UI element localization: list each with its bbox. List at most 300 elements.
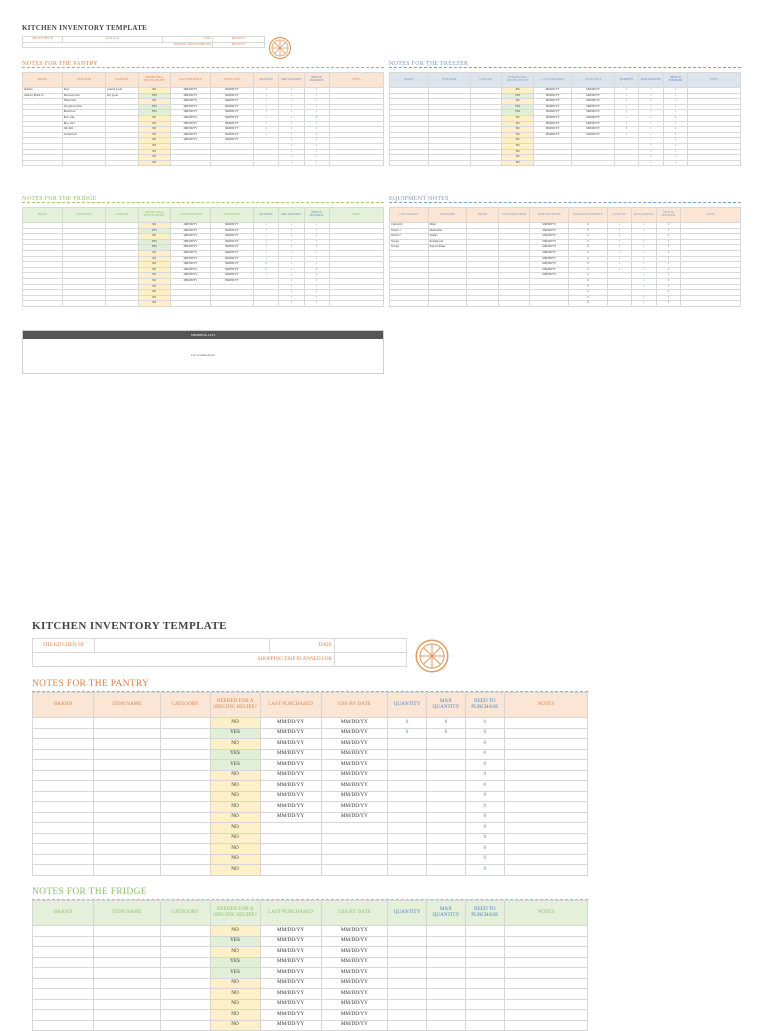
table-cell[interactable]: YES xyxy=(210,749,260,760)
table-cell[interactable]: 0 xyxy=(465,844,504,855)
table-cell[interactable]: YES xyxy=(210,957,260,968)
table-cell[interactable]: 0 xyxy=(254,262,279,268)
table-cell[interactable]: 1 xyxy=(607,267,632,273)
table-cell[interactable] xyxy=(427,854,466,865)
table-cell[interactable]: MM/DD/YY xyxy=(210,245,253,251)
table-cell[interactable] xyxy=(160,791,210,802)
table-cell[interactable]: YES xyxy=(138,110,170,116)
table-cell[interactable]: NO xyxy=(138,88,170,94)
table-cell[interactable]: 0 xyxy=(465,791,504,802)
table-cell[interactable]: MM/DD/YY xyxy=(533,132,572,138)
table-cell[interactable] xyxy=(160,823,210,834)
table-cell[interactable]: MM/DD/YY xyxy=(321,957,388,968)
table-cell[interactable]: MM/DD/YY xyxy=(170,138,210,144)
table-cell[interactable] xyxy=(533,160,572,166)
table-cell[interactable]: MM/DD/YY xyxy=(210,104,253,110)
table-cell[interactable]: 1 xyxy=(639,104,664,110)
table-cell[interactable]: MM/DD/YY xyxy=(321,999,388,1010)
table-cell[interactable]: 1 xyxy=(279,234,304,240)
table-cell[interactable]: NO xyxy=(210,739,260,750)
table-cell[interactable]: 0 xyxy=(656,267,681,273)
table-cell[interactable] xyxy=(33,791,94,802)
table-cell[interactable]: MM/DD/YY xyxy=(321,718,388,729)
table-cell[interactable]: 1 xyxy=(304,234,329,240)
table-cell[interactable]: 0 xyxy=(427,718,466,729)
table-cell[interactable]: MM/DD/YY xyxy=(210,239,253,245)
table-cell[interactable] xyxy=(504,968,587,979)
table-cell[interactable]: 1 xyxy=(254,110,279,116)
table-cell[interactable] xyxy=(427,999,466,1010)
table-cell[interactable]: 1 xyxy=(279,121,304,127)
table-cell[interactable] xyxy=(33,749,94,760)
table-cell[interactable]: NO xyxy=(210,802,260,813)
table-cell[interactable]: 0 xyxy=(656,250,681,256)
table-cell[interactable] xyxy=(427,978,466,989)
table-cell[interactable] xyxy=(465,968,504,979)
table-cell[interactable] xyxy=(388,844,427,855)
table-cell[interactable] xyxy=(329,301,383,307)
table-cell[interactable] xyxy=(94,854,161,865)
table-cell[interactable]: 0 xyxy=(656,295,681,301)
table-cell[interactable]: 0 xyxy=(568,267,607,273)
table-cell[interactable] xyxy=(94,957,161,968)
table-cell[interactable]: MM/DD/YY xyxy=(321,936,388,947)
table-cell[interactable]: MM/DD/YY xyxy=(210,132,253,138)
table-cell[interactable]: 1 xyxy=(614,99,639,105)
table-cell[interactable]: 1 xyxy=(279,155,304,161)
table-cell[interactable] xyxy=(33,718,94,729)
table-cell[interactable]: 1 xyxy=(254,88,279,94)
table-cell[interactable]: 1 xyxy=(663,88,688,94)
table-cell[interactable]: MM/DD/YY xyxy=(260,999,321,1010)
trip-value[interactable]: MM/DD/YY xyxy=(213,42,265,48)
table-cell[interactable] xyxy=(33,823,94,834)
table-cell[interactable]: 0 xyxy=(465,823,504,834)
table-cell[interactable] xyxy=(388,739,427,750)
table-cell[interactable] xyxy=(427,936,466,947)
table-cell[interactable] xyxy=(388,865,427,876)
table-cell[interactable] xyxy=(94,770,161,781)
table-cell[interactable]: MM/DD/YY xyxy=(170,228,210,234)
table-cell[interactable]: NO xyxy=(210,999,260,1010)
table-cell[interactable] xyxy=(504,936,587,947)
table-cell[interactable] xyxy=(33,926,94,937)
table-cell[interactable]: Industry xyxy=(23,88,63,94)
table-cell[interactable]: MM/DD/YY xyxy=(530,250,569,256)
table-cell[interactable]: 0 xyxy=(388,718,427,729)
table-cell[interactable]: NO xyxy=(138,301,170,307)
table-cell[interactable]: MM/DD/YY xyxy=(170,127,210,133)
table-cell[interactable]: Mixer xyxy=(428,223,467,229)
table-cell[interactable] xyxy=(94,802,161,813)
table-cell[interactable] xyxy=(23,160,63,166)
table-cell[interactable]: 0 xyxy=(254,127,279,133)
table-cell[interactable]: Wheat flour xyxy=(62,99,105,105)
table-cell[interactable] xyxy=(388,1010,427,1021)
table-cell[interactable] xyxy=(465,978,504,989)
table-cell[interactable] xyxy=(388,978,427,989)
table-cell[interactable]: 1 xyxy=(663,104,688,110)
table-cell[interactable]: MM/DD/YY xyxy=(321,978,388,989)
table-cell[interactable] xyxy=(465,936,504,947)
table-cell[interactable] xyxy=(94,1020,161,1031)
table-cell[interactable]: NO xyxy=(138,127,170,133)
table-cell[interactable]: 1 xyxy=(632,301,657,307)
table-cell[interactable]: 1 xyxy=(663,99,688,105)
table-cell[interactable]: 1 xyxy=(304,127,329,133)
table-cell[interactable]: Roasting pan xyxy=(428,239,467,245)
table-cell[interactable] xyxy=(427,989,466,1000)
table-cell[interactable]: 0 xyxy=(388,728,427,739)
table-cell[interactable] xyxy=(388,770,427,781)
table-cell[interactable] xyxy=(33,854,94,865)
table-cell[interactable]: NO xyxy=(210,865,260,876)
table-cell[interactable] xyxy=(33,760,94,771)
table-cell[interactable] xyxy=(388,749,427,760)
table-cell[interactable]: All-purpose flour xyxy=(62,104,105,110)
table-cell[interactable] xyxy=(427,1020,466,1031)
table-cell[interactable]: 0 xyxy=(568,273,607,279)
table-cell[interactable]: 1 xyxy=(279,228,304,234)
table-cell[interactable]: 1 xyxy=(304,223,329,229)
table-cell[interactable]: MM/DD/YY xyxy=(321,812,388,823)
table-cell[interactable]: 1 xyxy=(632,245,657,251)
table-cell[interactable]: MM/DD/YY xyxy=(210,127,253,133)
table-cell[interactable]: 0 xyxy=(656,223,681,229)
table-cell[interactable] xyxy=(388,957,427,968)
table-cell[interactable]: NO xyxy=(210,978,260,989)
table-cell[interactable] xyxy=(681,301,741,307)
table-cell[interactable]: 1 xyxy=(614,115,639,121)
table-cell[interactable]: MM/DD/YY xyxy=(533,110,572,116)
table-cell[interactable]: MM/DD/YY xyxy=(170,121,210,127)
table-cell[interactable]: 1 xyxy=(639,149,664,155)
table-cell[interactable] xyxy=(688,160,741,166)
table-cell[interactable]: MM/DD/YY xyxy=(260,718,321,729)
table-cell[interactable] xyxy=(504,718,587,729)
table-cell[interactable]: Drawer 2 xyxy=(390,234,429,240)
table-cell[interactable] xyxy=(504,947,587,958)
table-cell[interactable] xyxy=(210,301,253,307)
table-cell[interactable]: NO xyxy=(210,1020,260,1031)
table-cell[interactable]: MM/DD/YY xyxy=(260,957,321,968)
table-cell[interactable]: 1 xyxy=(254,256,279,262)
table-cell[interactable] xyxy=(160,718,210,729)
table-cell[interactable]: 0 xyxy=(568,290,607,296)
table-cell[interactable]: MM/DD/YY xyxy=(260,791,321,802)
table-cell[interactable]: NO xyxy=(502,149,534,155)
table-cell[interactable]: 1 xyxy=(632,295,657,301)
table-cell[interactable] xyxy=(160,968,210,979)
table-cell[interactable] xyxy=(160,926,210,937)
table-cell[interactable]: 1 xyxy=(279,278,304,284)
table-cell[interactable] xyxy=(504,760,587,771)
table-cell[interactable] xyxy=(388,968,427,979)
table-cell[interactable]: MM/DD/YY xyxy=(170,245,210,251)
table-cell[interactable]: MM/DD/YY xyxy=(210,110,253,116)
table-cell[interactable]: MM/DD/YY xyxy=(260,936,321,947)
table-cell[interactable]: MM/DD/YY xyxy=(260,989,321,1000)
table-cell[interactable] xyxy=(160,833,210,844)
table-cell[interactable]: 1 xyxy=(632,239,657,245)
table-cell[interactable]: MM/DD/YY xyxy=(321,947,388,958)
table-cell[interactable]: MM/DD/YY xyxy=(210,121,253,127)
table-cell[interactable]: 0 xyxy=(656,301,681,307)
table-cell[interactable] xyxy=(94,999,161,1010)
table-cell[interactable] xyxy=(504,926,587,937)
table-cell[interactable] xyxy=(329,160,383,166)
table-cell[interactable]: 0 xyxy=(656,234,681,240)
table-cell[interactable]: 1 xyxy=(254,239,279,245)
table-cell[interactable]: NO xyxy=(138,115,170,121)
table-cell[interactable] xyxy=(321,844,388,855)
table-cell[interactable]: MM/DD/YY xyxy=(530,267,569,273)
table-cell[interactable]: 1 xyxy=(639,160,664,166)
table-cell[interactable]: Ground beef xyxy=(62,132,105,138)
table-cell[interactable] xyxy=(465,989,504,1000)
table-cell[interactable]: 1 xyxy=(279,290,304,296)
table-cell[interactable] xyxy=(504,833,587,844)
table-cell[interactable] xyxy=(504,989,587,1000)
table-cell[interactable]: 1 xyxy=(663,149,688,155)
table-cell[interactable] xyxy=(94,1010,161,1021)
table-cell[interactable] xyxy=(62,160,105,166)
table-cell[interactable]: 1 xyxy=(663,121,688,127)
table-cell[interactable] xyxy=(388,802,427,813)
table-cell[interactable]: 0 xyxy=(663,132,688,138)
table-cell[interactable]: 0 xyxy=(465,865,504,876)
table-cell[interactable] xyxy=(465,957,504,968)
date-value-large[interactable] xyxy=(335,639,407,653)
table-cell[interactable]: 1 xyxy=(304,250,329,256)
table-cell[interactable]: MM/DD/YY xyxy=(170,99,210,105)
table-cell[interactable]: MM/DD/YY xyxy=(572,99,614,105)
table-cell[interactable] xyxy=(33,781,94,792)
table-cell[interactable] xyxy=(94,926,161,937)
table-cell[interactable] xyxy=(160,812,210,823)
table-cell[interactable] xyxy=(62,301,105,307)
table-cell[interactable]: MM/DD/YY xyxy=(170,273,210,279)
table-cell[interactable] xyxy=(33,957,94,968)
table-cell[interactable] xyxy=(160,854,210,865)
table-cell[interactable]: MM/DD/YY xyxy=(260,947,321,958)
table-cell[interactable]: NO xyxy=(138,256,170,262)
table-cell[interactable]: MM/DD/YY xyxy=(321,791,388,802)
table-cell[interactable]: YES xyxy=(210,936,260,947)
table-cell[interactable] xyxy=(94,833,161,844)
table-cell[interactable]: MM/DD/YY xyxy=(530,223,569,229)
table-cell[interactable]: 0 xyxy=(427,728,466,739)
table-cell[interactable]: 0 xyxy=(568,278,607,284)
table-cell[interactable] xyxy=(170,301,210,307)
table-cell[interactable]: NO xyxy=(138,234,170,240)
table-cell[interactable]: 0 xyxy=(465,781,504,792)
table-cell[interactable]: 1 xyxy=(663,155,688,161)
table-cell[interactable] xyxy=(321,823,388,834)
table-cell[interactable] xyxy=(254,301,279,307)
table-cell[interactable]: MM/DD/YY xyxy=(533,121,572,127)
table-cell[interactable]: NO xyxy=(138,284,170,290)
table-cell[interactable]: 0 xyxy=(656,228,681,234)
table-cell[interactable]: 1 xyxy=(254,250,279,256)
table-cell[interactable] xyxy=(504,812,587,823)
table-cell[interactable]: NO xyxy=(138,290,170,296)
table-cell[interactable]: 1 xyxy=(279,110,304,116)
table-cell[interactable] xyxy=(94,739,161,750)
table-cell[interactable] xyxy=(321,854,388,865)
table-cell[interactable]: 1 xyxy=(279,160,304,166)
table-cell[interactable]: 0 xyxy=(663,115,688,121)
table-cell[interactable] xyxy=(160,739,210,750)
table-cell[interactable] xyxy=(530,301,569,307)
table-cell[interactable]: MM/DD/YY xyxy=(210,262,253,268)
table-cell[interactable]: 0 xyxy=(568,301,607,307)
table-cell[interactable] xyxy=(428,160,470,166)
table-cell[interactable] xyxy=(94,936,161,947)
table-cell[interactable] xyxy=(427,947,466,958)
table-cell[interactable]: MM/DD/YY xyxy=(260,1010,321,1021)
table-cell[interactable]: 1 xyxy=(279,250,304,256)
table-cell[interactable]: NO xyxy=(138,99,170,105)
table-cell[interactable] xyxy=(106,160,138,166)
table-cell[interactable]: YES xyxy=(502,104,534,110)
table-cell[interactable]: MM/DD/YY xyxy=(210,267,253,273)
table-cell[interactable] xyxy=(94,823,161,834)
table-cell[interactable]: 1 xyxy=(639,121,664,127)
table-cell[interactable]: 1 xyxy=(304,149,329,155)
table-cell[interactable]: 1 xyxy=(279,143,304,149)
table-cell[interactable] xyxy=(33,739,94,750)
table-cell[interactable] xyxy=(94,760,161,771)
table-cell[interactable] xyxy=(94,968,161,979)
table-cell[interactable]: 1 xyxy=(639,115,664,121)
table-cell[interactable] xyxy=(160,781,210,792)
table-cell[interactable]: 0 xyxy=(568,234,607,240)
table-cell[interactable] xyxy=(427,833,466,844)
table-cell[interactable]: NO xyxy=(210,833,260,844)
table-cell[interactable]: 1 xyxy=(607,262,632,268)
table-cell[interactable]: 0 xyxy=(465,802,504,813)
table-cell[interactable]: 0 xyxy=(465,718,504,729)
table-cell[interactable]: 1 xyxy=(663,138,688,144)
table-cell[interactable]: NO xyxy=(502,143,534,149)
table-cell[interactable] xyxy=(427,749,466,760)
table-cell[interactable] xyxy=(33,770,94,781)
table-cell[interactable]: 1 xyxy=(279,223,304,229)
table-cell[interactable]: 1 xyxy=(254,99,279,105)
table-cell[interactable] xyxy=(427,865,466,876)
table-cell[interactable]: 1 xyxy=(304,295,329,301)
table-cell[interactable]: 0 xyxy=(656,273,681,279)
table-cell[interactable]: 1 xyxy=(304,99,329,105)
table-cell[interactable]: NO xyxy=(502,127,534,133)
table-cell[interactable]: 1 xyxy=(663,93,688,99)
table-cell[interactable] xyxy=(498,301,530,307)
table-cell[interactable] xyxy=(504,865,587,876)
kitchen-value-large[interactable] xyxy=(95,639,270,653)
table-cell[interactable] xyxy=(33,833,94,844)
table-cell[interactable] xyxy=(504,781,587,792)
table-cell[interactable]: NO xyxy=(210,844,260,855)
date-value[interactable]: MM/DD/YY xyxy=(213,37,265,43)
table-cell[interactable] xyxy=(427,760,466,771)
table-cell[interactable]: MM/DD/YY xyxy=(210,273,253,279)
table-cell[interactable]: 1 xyxy=(279,239,304,245)
table-cell[interactable]: 1 xyxy=(663,127,688,133)
table-cell[interactable]: NO xyxy=(502,138,534,144)
table-cell[interactable]: 1 xyxy=(279,132,304,138)
table-cell[interactable]: 1 xyxy=(607,256,632,262)
table-cell[interactable]: MM/DD/YY xyxy=(530,239,569,245)
table-cell[interactable]: Rice, long xyxy=(62,115,105,121)
table-cell[interactable]: YES xyxy=(138,245,170,251)
table-cell[interactable] xyxy=(390,160,429,166)
table-cell[interactable] xyxy=(504,802,587,813)
table-cell[interactable]: MM/DD/YY xyxy=(170,223,210,229)
table-cell[interactable] xyxy=(465,926,504,937)
table-cell[interactable]: MM/DD/YY xyxy=(170,93,210,99)
table-cell[interactable]: YES xyxy=(138,104,170,110)
table-cell[interactable]: NO xyxy=(502,155,534,161)
table-cell[interactable] xyxy=(210,160,253,166)
table-cell[interactable]: MM/DD/YY xyxy=(210,278,253,284)
table-cell[interactable] xyxy=(160,957,210,968)
table-cell[interactable]: 1 xyxy=(304,121,329,127)
table-cell[interactable]: NO xyxy=(138,273,170,279)
table-cell[interactable]: Macaroni pasta xyxy=(62,93,105,99)
table-cell[interactable]: 0 xyxy=(656,239,681,245)
table-cell[interactable] xyxy=(504,728,587,739)
table-cell[interactable]: MM/DD/YY xyxy=(572,121,614,127)
table-cell[interactable]: MM/DD/YY xyxy=(170,110,210,116)
table-cell[interactable]: 1 xyxy=(639,138,664,144)
table-cell[interactable] xyxy=(504,1010,587,1021)
table-cell[interactable] xyxy=(160,936,210,947)
table-cell[interactable]: 0 xyxy=(304,267,329,273)
table-cell[interactable] xyxy=(160,989,210,1000)
table-cell[interactable]: NO xyxy=(502,99,534,105)
table-cell[interactable]: MM/DD/YY xyxy=(260,802,321,813)
table-cell[interactable]: 1 xyxy=(279,88,304,94)
table-cell[interactable]: MM/DD/YY xyxy=(260,978,321,989)
table-cell[interactable] xyxy=(260,865,321,876)
table-cell[interactable] xyxy=(94,728,161,739)
table-cell[interactable]: 0 xyxy=(656,278,681,284)
table-cell[interactable] xyxy=(467,301,499,307)
table-cell[interactable]: 1 xyxy=(632,284,657,290)
table-cell[interactable]: 0 xyxy=(656,290,681,296)
table-cell[interactable]: MM/DD/YY xyxy=(260,968,321,979)
table-cell[interactable] xyxy=(94,947,161,958)
table-cell[interactable]: MM/DD/YY xyxy=(321,802,388,813)
table-cell[interactable] xyxy=(388,833,427,844)
table-cell[interactable]: 0 xyxy=(465,739,504,750)
table-cell[interactable]: MM/DD/YY xyxy=(530,228,569,234)
table-cell[interactable]: NO xyxy=(502,132,534,138)
table-cell[interactable] xyxy=(504,854,587,865)
table-cell[interactable]: MM/DD/YY xyxy=(572,93,614,99)
table-cell[interactable]: 1 xyxy=(632,278,657,284)
table-cell[interactable]: 1 xyxy=(304,110,329,116)
table-cell[interactable]: 1 xyxy=(279,99,304,105)
table-cell[interactable]: 1 xyxy=(279,256,304,262)
table-cell[interactable]: NO xyxy=(502,160,534,166)
table-cell[interactable] xyxy=(160,802,210,813)
table-cell[interactable]: 1 xyxy=(304,284,329,290)
table-cell[interactable]: Cupboard 1 xyxy=(390,223,429,229)
table-cell[interactable] xyxy=(427,781,466,792)
table-cell[interactable] xyxy=(23,301,63,307)
